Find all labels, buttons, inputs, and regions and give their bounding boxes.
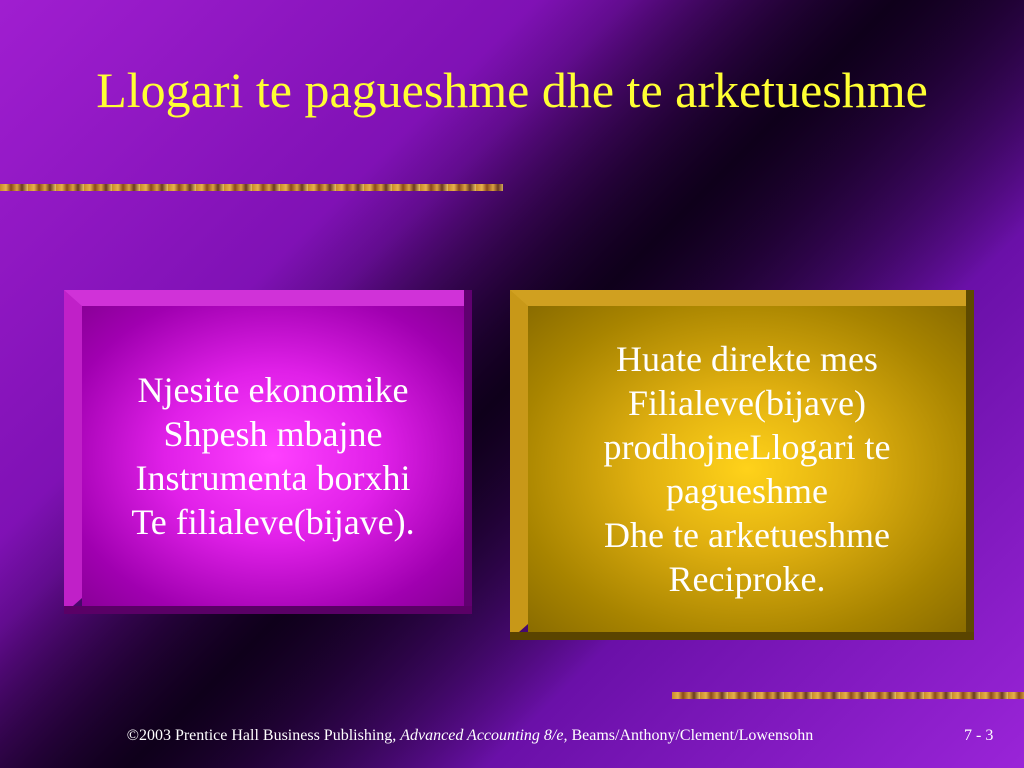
left-box-line: Te filialeve(bijave). xyxy=(131,502,415,542)
slide-title: Llogari te pagueshme dhe te arketueshme xyxy=(96,62,928,118)
left-text-box xyxy=(64,290,472,614)
box-bevel-bottom xyxy=(64,606,472,614)
box-bevel-left xyxy=(510,290,528,640)
right-box-content xyxy=(528,306,966,632)
box-bevel-top xyxy=(64,290,472,306)
box-bevel-right xyxy=(464,290,472,614)
page-number: 7 - 3 xyxy=(964,727,994,744)
footer xyxy=(0,727,940,745)
right-text-box xyxy=(510,290,974,640)
right-box-line: pagueshme xyxy=(666,471,828,511)
decorative-stripe-bottom xyxy=(672,692,1024,699)
left-box-line: Njesite ekonomike xyxy=(137,370,409,410)
box-bevel-top xyxy=(510,290,974,306)
right-box-line: Filialeve(bijave) xyxy=(628,383,866,423)
footer-authors: Beams/Anthony/Clement/Lowensohn xyxy=(571,727,814,744)
footer-book-title: Advanced Accounting 8/e, xyxy=(400,727,568,744)
right-box-line: Reciproke. xyxy=(668,559,826,599)
right-box-line: prodhojneLlogari te xyxy=(603,427,891,467)
left-box-line: Shpesh mbajne xyxy=(163,414,383,454)
box-bevel-right xyxy=(966,290,974,640)
right-box-line: Huate direkte mes xyxy=(616,339,878,379)
box-bevel-left xyxy=(64,290,82,614)
decorative-stripe-top xyxy=(0,184,503,191)
left-box-content xyxy=(82,306,464,606)
right-box-line: Dhe te arketueshme xyxy=(604,515,890,555)
box-bevel-bottom xyxy=(510,632,974,640)
footer-copyright: ©2003 Prentice Hall Business Publishing, xyxy=(126,727,397,744)
left-box-line: Instrumenta borxhi xyxy=(135,458,411,498)
